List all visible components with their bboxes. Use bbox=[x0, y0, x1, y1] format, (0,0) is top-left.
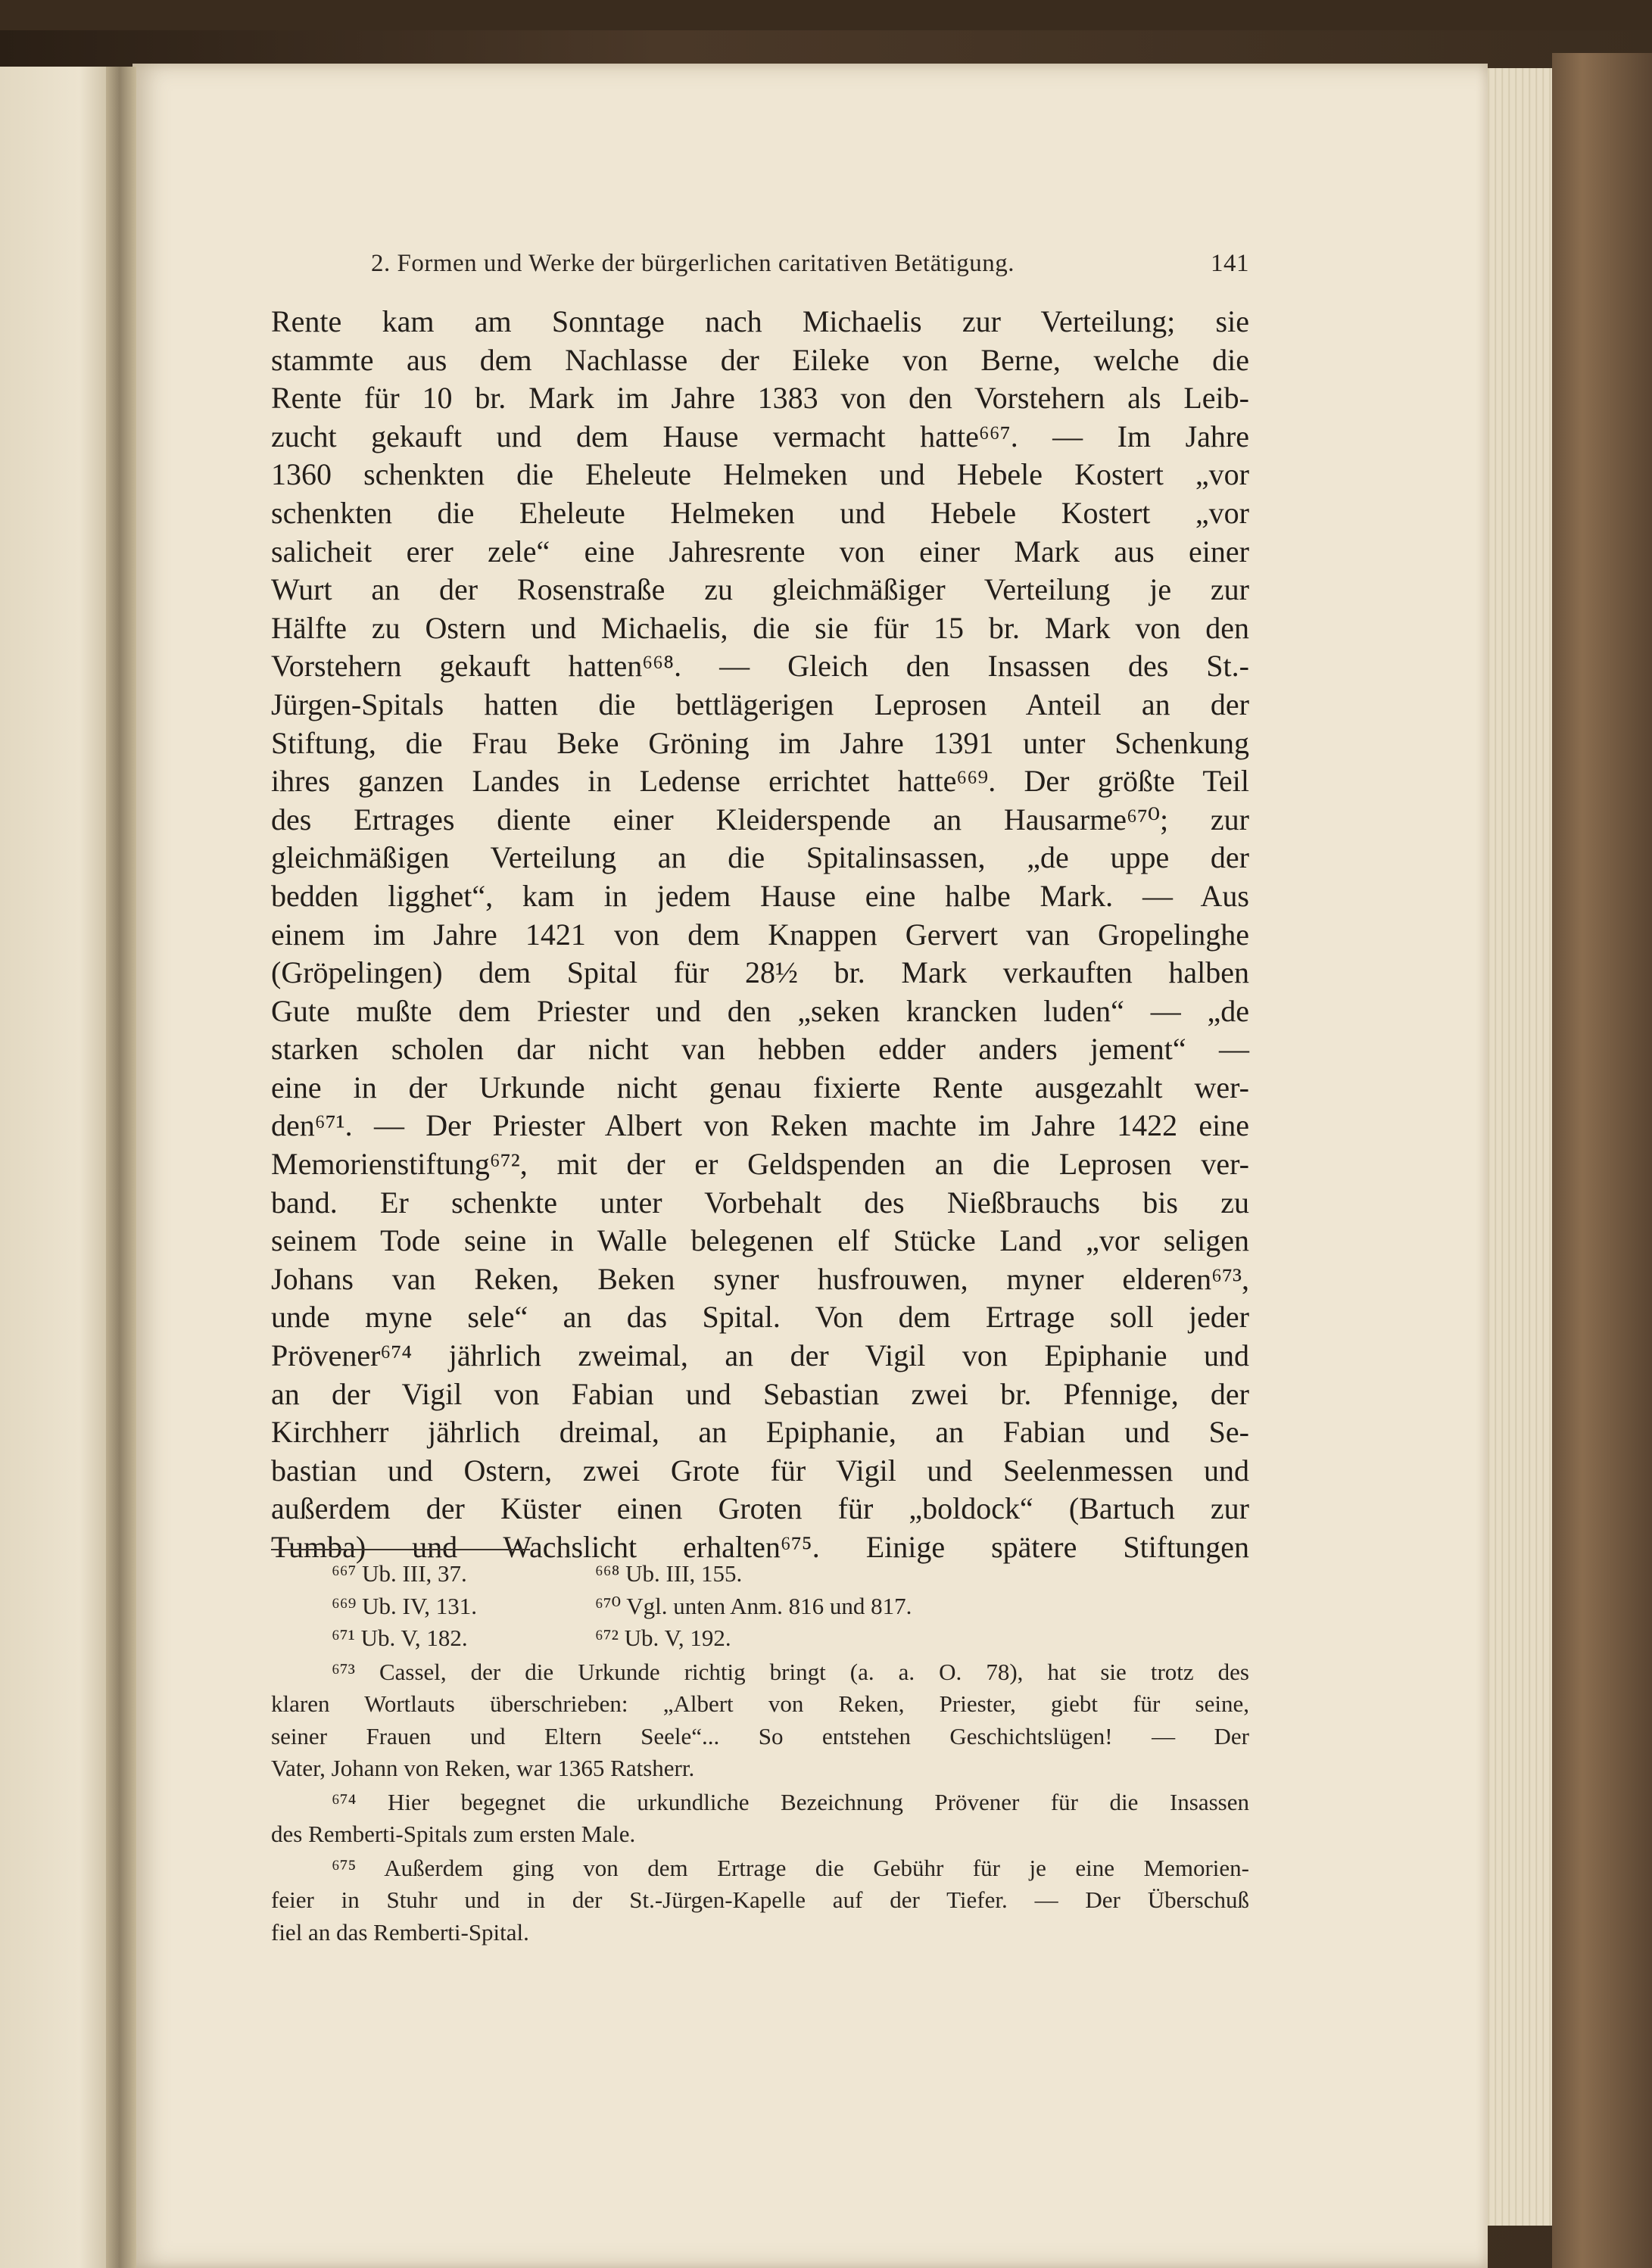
page-number: 141 bbox=[1211, 250, 1249, 277]
text-line: Kirchherr jährlich dreimal, an Epiphanie, an Fabian und Se- bbox=[271, 1415, 1249, 1450]
page-stack-edge bbox=[1476, 68, 1560, 2226]
left-page-edge bbox=[0, 67, 114, 2268]
text-line: 1360 schenkten die Eheleute Helmeken und Hebele Kostert „vor bbox=[271, 457, 1249, 492]
running-head-title: 2. Formen und Werke der bürgerlichen caritativen Betätigung. bbox=[371, 250, 1015, 277]
text-line: seinem Tode seine in Walle belegenen elf Stücke Land „vor seligen bbox=[271, 1223, 1249, 1258]
footnote-667: ⁶⁶⁷ Ub. III, 37. bbox=[332, 1560, 467, 1587]
text-line: (Gröpelingen) dem Spital für 28½ br. Mark verkauften halben bbox=[271, 955, 1249, 990]
footnote-line: ⁶⁷⁴ Hier begegnet die urkundliche Bezeichnung Prövener für die Insassen bbox=[332, 1788, 1249, 1815]
footnote-line: feier in Stuhr und in der St.-Jürgen-Kapelle auf der Tiefer. — Der Überschuß bbox=[271, 1886, 1249, 1913]
text-line: Stiftung, die Frau Beke Gröning im Jahre 1391 unter Schenkung bbox=[271, 725, 1249, 760]
text-line: Tumba) und Wachslicht erhalten⁶⁷⁵. Einige spätere Stiftungen bbox=[271, 1530, 1249, 1564]
text-line: ihres ganzen Landes in Ledense errichtet hatte⁶⁶⁹. Der größte Teil bbox=[271, 764, 1249, 799]
text-line: zucht gekauft und dem Hause vermacht hatte⁶⁶⁷. — Im Jahre bbox=[271, 419, 1249, 453]
text-line: Prövener⁶⁷⁴ jährlich zweimal, an der Vigil von Epiphanie und bbox=[271, 1338, 1249, 1373]
text-line: Jürgen-Spitals hatten die bettlägerigen Leprosen Anteil an der bbox=[271, 687, 1249, 721]
text-line: stammte aus dem Nachlasse der Eileke von Berne, welche die bbox=[271, 342, 1249, 377]
text-line: Hälfte zu Ostern und Michaelis, die sie für 15 br. Mark von den bbox=[271, 610, 1249, 645]
footnote-668: ⁶⁶⁸ Ub. III, 155. bbox=[595, 1560, 743, 1587]
footnote-line: ⁶⁷⁵ Außerdem ging von dem Ertrage die Gebühr für je eine Memorien- bbox=[332, 1854, 1249, 1881]
footnote-pair-row bbox=[271, 1590, 1249, 1623]
footnote-670: ⁶⁷⁰ Vgl. unten Anm. 816 und 817. bbox=[595, 1592, 912, 1619]
body-text bbox=[271, 303, 1249, 1567]
footnote-pair-row bbox=[271, 1558, 1249, 1590]
text-line: band. Er schenkte unter Vorbehalt des Nießbrauchs bis zu bbox=[271, 1185, 1249, 1220]
text-line: außerdem der Küster einen Groten für „boldock“ (Bartuch zur bbox=[271, 1491, 1249, 1526]
footnote-line: klaren Wortlauts überschrieben: „Albert von Reken, Priester, giebt für seine, bbox=[271, 1690, 1249, 1717]
footnote-671: ⁶⁷¹ Ub. V, 182. bbox=[332, 1625, 468, 1651]
text-line: starken scholen dar nicht van hebben edder anders jement“ — bbox=[271, 1032, 1249, 1067]
text-line: des Ertrages diente einer Kleiderspende an Hausarme⁶⁷⁰; zur bbox=[271, 802, 1249, 836]
footnotes bbox=[271, 1558, 1249, 1949]
footnote-rule bbox=[271, 1549, 530, 1550]
footnote-675 bbox=[271, 1852, 1249, 1949]
text-line: bastian und Ostern, zwei Grote für Vigil und Seelenmessen und bbox=[271, 1453, 1249, 1488]
text-line: gleichmäßigen Verteilung an die Spitalinsassen, „de uppe der bbox=[271, 840, 1249, 875]
footnote-line: des Remberti-Spitals zum ersten Male. bbox=[271, 1821, 636, 1847]
book-board-right bbox=[1552, 53, 1652, 2268]
book-gutter bbox=[106, 67, 136, 2268]
running-head bbox=[371, 250, 1249, 283]
text-line: Gute mußte dem Priester und den „seken krancken luden“ — „de bbox=[271, 993, 1249, 1028]
text-line: den⁶⁷¹. — Der Priester Albert von Reken machte im Jahre 1422 eine bbox=[271, 1108, 1249, 1143]
text-line: Johans van Reken, Beken syner husfrouwen, myner elderen⁶⁷³, bbox=[271, 1261, 1249, 1296]
text-line: eine in der Urkunde nicht genau fixierte Rente ausgezahlt wer- bbox=[271, 1070, 1249, 1104]
footnote-line: fiel an das Remberti-Spital. bbox=[271, 1918, 529, 1946]
text-line: einem im Jahre 1421 von dem Knappen Gervert van Gropelinghe bbox=[271, 917, 1249, 952]
footnote-pair-row bbox=[271, 1622, 1249, 1655]
text-line: salicheit erer zele“ eine Jahresrente von einer Mark aus einer bbox=[271, 534, 1249, 569]
text-line: bedden ligghet“, kam in jedem Hause eine halbe Mark. — Aus bbox=[271, 878, 1249, 913]
footnote-672: ⁶⁷² Ub. V, 192. bbox=[595, 1625, 731, 1651]
text-line: unde myne sele“ an das Spital. Von dem Ertrage soll jeder bbox=[271, 1300, 1249, 1335]
text-line: Vorstehern gekauft hatten⁶⁶⁸. — Gleich den Insassen des St.- bbox=[271, 649, 1249, 684]
text-line: Wurt an der Rosenstraße zu gleichmäßiger Verteilung je zur bbox=[271, 572, 1249, 607]
footnote-673 bbox=[271, 1656, 1249, 1785]
footnote-line: Vater, Johann von Reken, war 1365 Ratsherr. bbox=[271, 1755, 695, 1781]
footnote-line: ⁶⁷³ Cassel, der die Urkunde richtig bringt (a. a. O. 78), hat sie trotz des bbox=[332, 1658, 1249, 1685]
footnote-669: ⁶⁶⁹ Ub. IV, 131. bbox=[332, 1592, 478, 1619]
text-line: Rente für 10 br. Mark im Jahre 1383 von den Vorstehern als Leib- bbox=[271, 381, 1249, 416]
text-line: Rente kam am Sonntage nach Michaelis zur Verteilung; sie bbox=[271, 304, 1249, 338]
footnote-674 bbox=[271, 1787, 1249, 1851]
text-line: an der Vigil von Fabian und Sebastian zwei br. Pfennige, der bbox=[271, 1376, 1249, 1411]
text-line: schenkten die Eheleute Helmeken und Hebele Kostert „vor bbox=[271, 495, 1249, 530]
footnote-line: seiner Frauen und Eltern Seele“... So entstehen Geschichtslügen! — Der bbox=[271, 1722, 1249, 1749]
text-line: Memorienstiftung⁶⁷², mit der er Geldspenden an die Leprosen ver- bbox=[271, 1147, 1249, 1182]
